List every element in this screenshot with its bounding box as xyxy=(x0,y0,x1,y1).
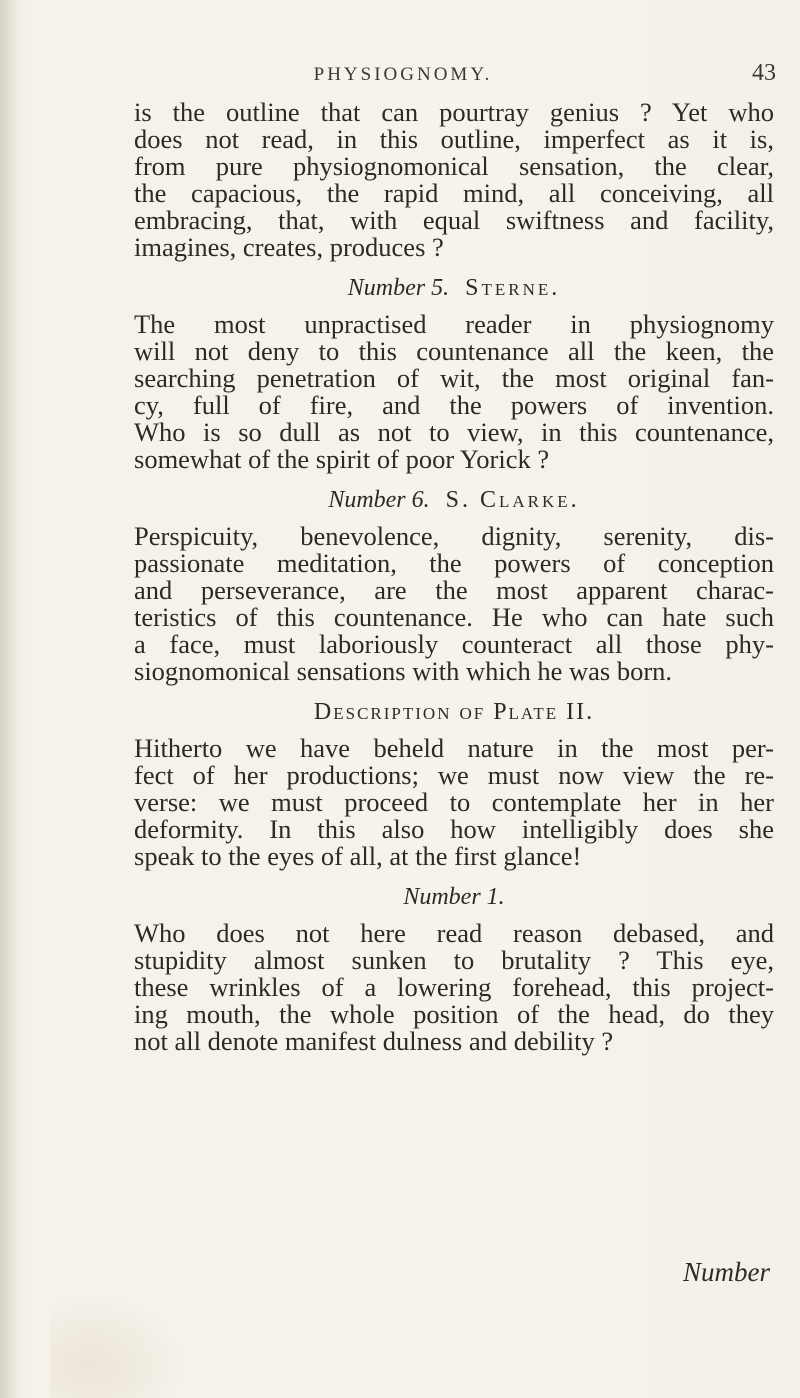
text-line: not all denote manifest dulness and debility ? xyxy=(134,1026,614,1056)
text-line: imagines, creates, produces ? xyxy=(134,232,444,262)
section-number: Number 5. xyxy=(347,275,450,301)
text-line: embracing, that, with equal swiftness and facility, xyxy=(134,205,774,235)
text-line: ing mouth, the whole position of the head, do they xyxy=(134,999,774,1029)
passage-sterne xyxy=(134,311,774,473)
text-line: is the outline that can pourtray genius ? Yet who xyxy=(134,97,774,127)
text-line: the capacious, the rapid mind, all conceiving, all xyxy=(134,178,774,208)
passage-plate-ii xyxy=(134,735,774,870)
text-line: and perseverance, are the most apparent charac- xyxy=(134,575,774,605)
text-line: a face, must laboriously counteract all those phy- xyxy=(134,629,774,659)
text-line: Who is so dull as not to view, in this countenance, xyxy=(134,417,774,447)
text-line: verse: we must proceed to contemplate her in her xyxy=(134,787,774,817)
section-subject: Sterne. xyxy=(465,275,561,301)
section-number: Number 1. xyxy=(403,884,505,910)
text-line: Hitherto we have beheld nature in the most per- xyxy=(134,733,774,763)
text-line: fect of her productions; we must now view the re- xyxy=(134,760,774,790)
text-line: cy, full of fire, and the powers of invention. xyxy=(134,390,774,420)
text-line: Perspicuity, benevolence, dignity, serenity, dis- xyxy=(134,521,774,551)
catchword: Number xyxy=(683,1257,770,1287)
section-number: Number 6. xyxy=(328,487,430,513)
text-line: siognomonical sensations with which he was born. xyxy=(134,656,673,686)
text-line: stupidity almost sunken to brutality ? This eye, xyxy=(134,945,774,975)
section-heading-number-6 xyxy=(134,483,774,517)
passage-outline xyxy=(134,99,774,261)
text-line: Who does not here read reason debased, and xyxy=(134,918,774,948)
running-head: PHYSIOGNOMY. xyxy=(313,64,493,85)
text-line: these wrinkles of a lowering forehead, this project- xyxy=(134,972,774,1002)
text-line: deformity. In this also how intelligibly does she xyxy=(134,814,774,844)
text-line: The most unpractised reader in physiognomy xyxy=(134,309,774,339)
text-line: from pure physiognomonical sensation, the clear, xyxy=(134,151,774,181)
text-line: speak to the eyes of all, at the first glance! xyxy=(134,841,582,871)
passage-number-1 xyxy=(134,920,774,1055)
section-heading-number-5 xyxy=(134,271,774,305)
plate-heading: Description of Plate II. xyxy=(313,699,595,725)
text-line: does not read, in this outline, imperfect as it is, xyxy=(134,124,774,154)
gutter-shadow xyxy=(0,0,18,1398)
paper-stain xyxy=(50,1290,190,1398)
page-number: 43 xyxy=(752,60,776,86)
text-line: will not deny to this countenance all the keen, the xyxy=(134,336,774,366)
passage-clarke xyxy=(134,523,774,685)
section-subject: S. Clarke. xyxy=(445,487,580,513)
text-line: somewhat of the spirit of poor Yorick ? xyxy=(134,444,550,474)
section-heading-number-1 xyxy=(134,880,774,914)
text-line: passionate meditation, the powers of conception xyxy=(134,548,774,578)
text-line: teristics of this countenance. He who can hate such xyxy=(134,602,774,632)
text-block xyxy=(134,99,774,1055)
text-line: searching penetration of wit, the most original fan- xyxy=(134,363,774,393)
